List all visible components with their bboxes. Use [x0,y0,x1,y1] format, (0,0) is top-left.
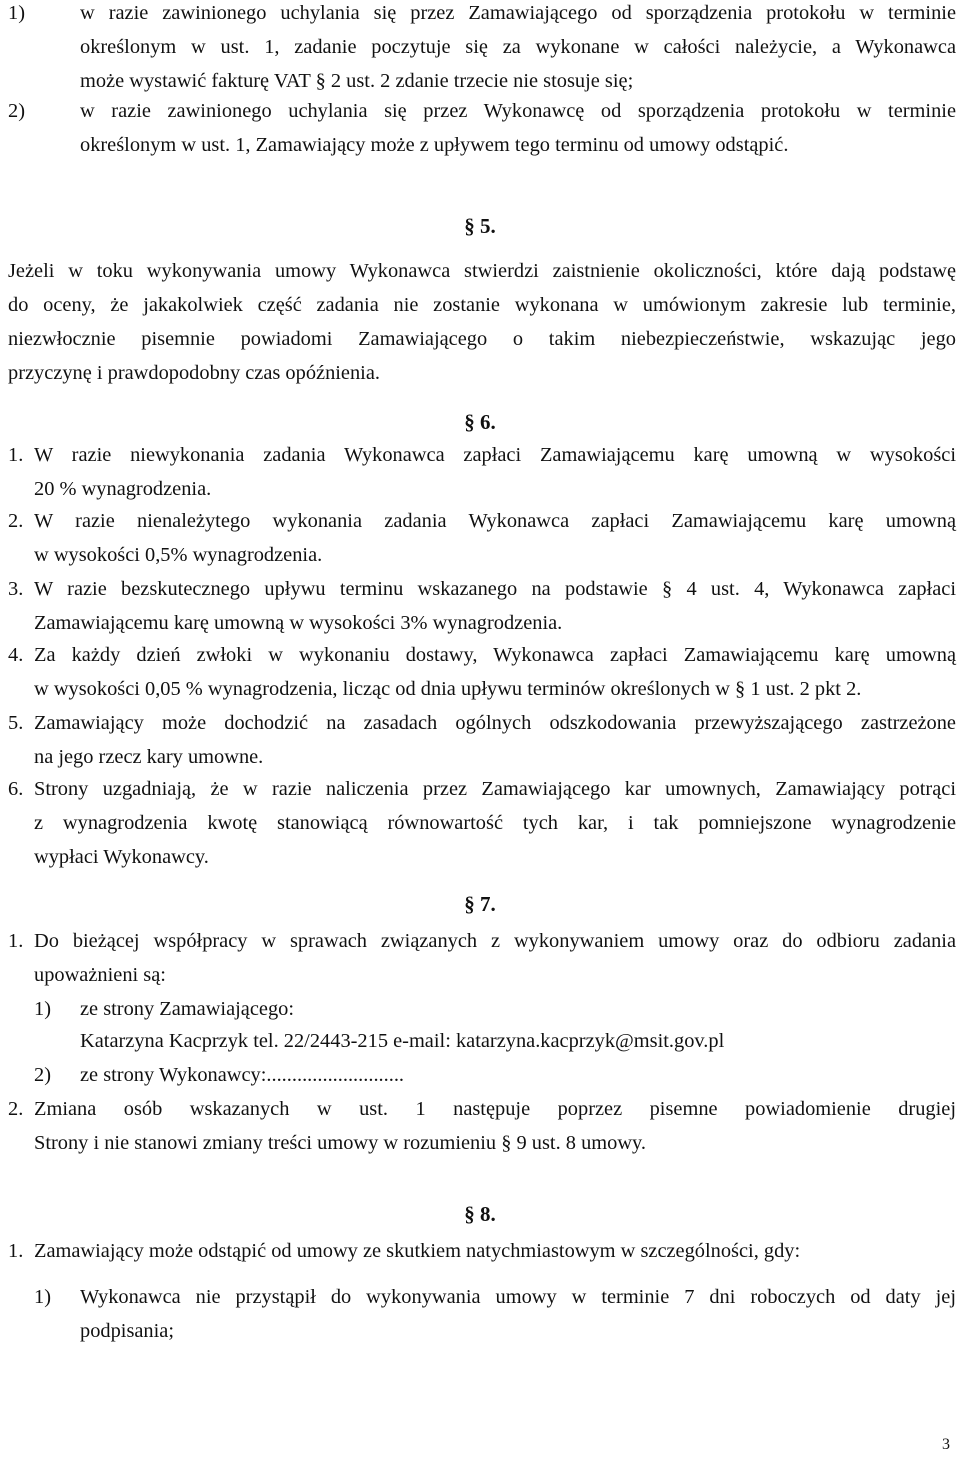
list-marker: 1) [34,998,51,1020]
text-line: w razie zawinionego uchylania się przez Wykonawcę od sporządzenia protokołu w terminie [80,100,956,122]
section-paragraph [8,254,956,390]
text-line: wypłaci Wykonawcy. [34,846,209,868]
section-heading: § 6. [464,410,496,434]
list-item-text [80,0,956,98]
list-item-text [80,1280,956,1348]
list-item-text: Zamawiający może odstąpić od umowy ze skutkiem natychmiastowym w szczególności, gdy: [34,1240,801,1262]
text-line: przyczynę i prawdopodobny czas opóźnienia. [8,362,380,384]
text-line: W razie bezskutecznego upływu terminu wskazanego na podstawie § 4 ust. 4, Wykonawca zapłaci [34,578,956,600]
section-heading: § 5. [464,214,496,238]
text-line: na jego rzecz kary umowne. [34,746,264,768]
text-line: upoważnieni są: [34,964,166,986]
text-line: Za każdy dzień zwłoki w wykonaniu dostawy, Wykonawca zapłaci Zamawiającemu karę umowną [34,644,956,666]
list-item-text: ze strony Wykonawcy:........................... [80,1064,405,1086]
list-item-text [34,572,956,640]
section-heading: § 8. [464,1202,496,1226]
list-marker: 1. [8,930,24,952]
section-heading: § 7. [464,892,496,916]
text-line: Zmiana osób wskazanych w ust. 1 następuje poprzez pisemne powiadomienie drugiej [34,1098,956,1120]
text-line: Zamawiającemu karę umowną w wysokości 3% wynagrodzenia. [34,612,563,634]
text-line: w wysokości 0,05 % wynagrodzenia, licząc od dnia upływu terminów określonych w § 1 ust. 2 pkt 2. [34,678,862,700]
list-marker: 2) [8,100,25,122]
list-marker: 5. [8,712,24,734]
list-marker: 1. [8,444,24,466]
text-line: Wykonawca nie przystąpił do wykonywania umowy w terminie 7 dni roboczych od daty jej [80,1286,956,1308]
page-number: 3 [942,1436,950,1453]
list-item-text [34,504,956,572]
list-marker: 4. [8,644,24,666]
text-line: w wysokości 0,5% wynagrodzenia. [34,544,323,566]
list-marker: 6. [8,778,24,800]
text-line: Strony uzgadniają, że w razie naliczenia przez Zamawiającego kar umownych, Zamawiający potrąci [34,778,956,800]
text-line: Zamawiający może dochodzić na zasadach ogólnych odszkodowania przewyższającego zastrzeżone [34,712,956,734]
text-line: Do bieżącej współpracy w sprawach związanych z wykonywaniem umowy oraz do odbioru zadania [34,930,956,952]
text-line: niezwłocznie pisemnie powiadomi Zamawiającego o takim niebezpieczeństwie, wskazując jego [8,328,956,350]
list-item-text [34,706,956,774]
list-marker: 3. [8,578,24,600]
list-marker: 1) [34,1286,51,1308]
list-marker: 1. [8,1240,24,1262]
list-marker: 2) [34,1064,51,1086]
list-marker: 2. [8,510,24,532]
contact-line: Katarzyna Kacprzyk tel. 22/2443-215 e-mail: katarzyna.kacprzyk@msit.gov.pl [80,1030,725,1052]
list-item-text [34,438,956,506]
list-marker: 2. [8,1098,24,1120]
list-item-text [34,1092,956,1160]
text-line: określonym w ust. 1, Zamawiający może z upływem tego terminu od umowy odstąpić. [80,134,789,156]
text-line: Jeżeli w toku wykonywania umowy Wykonawca stwierdzi zaistnienie okoliczności, które dają podstawę [8,260,956,282]
text-line: do oceny, że jakakolwiek część zadania nie zostanie wykonana w umówionym zakresie lub terminie, [8,294,956,316]
text-line: W razie nienależytego wykonania zadania Wykonawca zapłaci Zamawiającemu karę umowną [34,510,956,532]
text-line: 20 % wynagrodzenia. [34,478,212,500]
text-line: Strony i nie stanowi zmiany treści umowy w rozumieniu § 9 ust. 8 umowy. [34,1132,647,1154]
list-marker: 1) [8,2,25,24]
text-line: z wynagrodzenia kwotę stanowiącą równowartość tych kar, i tak pomniejszone wynagrodzenie [34,812,956,834]
list-item-text [34,772,956,874]
list-item-text [34,638,956,706]
text-line: W razie niewykonania zadania Wykonawca zapłaci Zamawiającemu karę umowną w wysokości [34,444,956,466]
list-item-text: ze strony Zamawiającego: [80,998,295,1020]
list-item-text [34,924,956,992]
text-line: podpisania; [80,1320,175,1342]
text-line: określonym w ust. 1, zadanie poczytuje się za wykonane w całości należycie, a Wykonawca [80,36,956,58]
list-item-text [80,94,956,162]
text-line: może wystawić fakturę VAT § 2 ust. 2 zdanie trzecie nie stosuje się; [80,70,634,92]
text-line: w razie zawinionego uchylania się przez Zamawiającego od sporządzenia protokołu w terminie [80,2,956,24]
